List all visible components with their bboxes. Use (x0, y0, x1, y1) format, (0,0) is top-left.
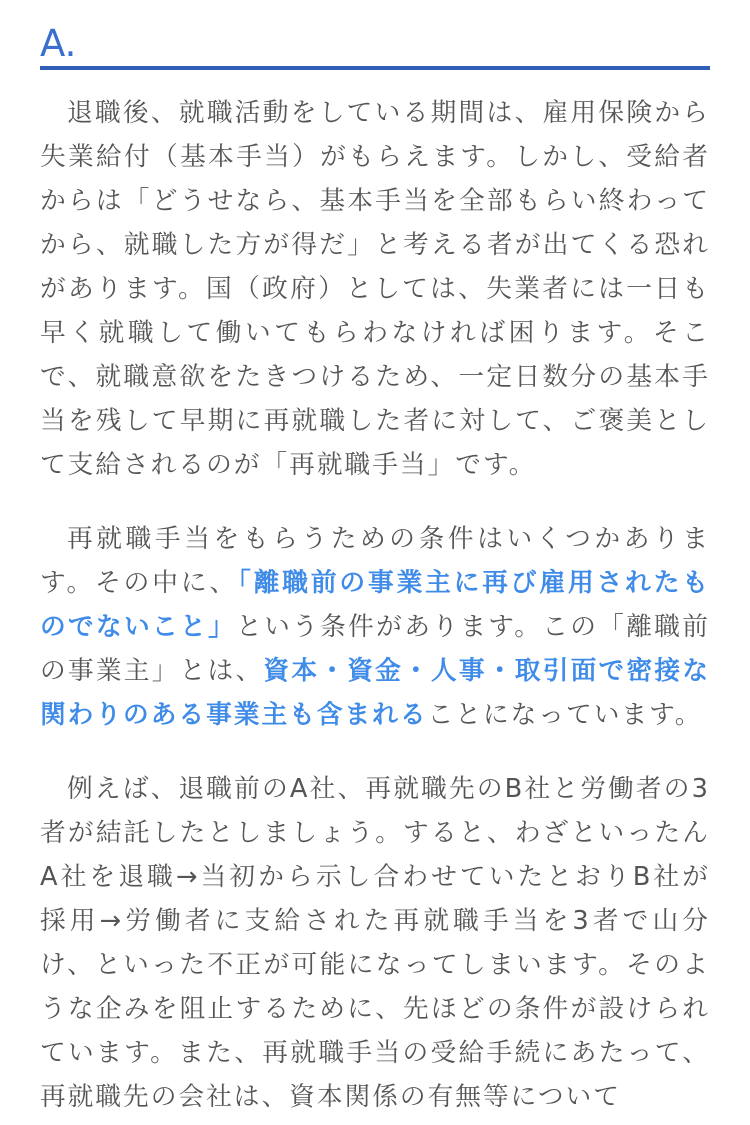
highlight-related-employer: 資本・資金・人事・取引面で密接な関わりのある事業主も含まれる (40, 656, 711, 730)
paragraph-1: 退職後、就職活動をしている期間は、雇用保険から失業給付（基本手当）がもらえます。しかし、受給者からは「どうせなら、基本手当を全部もらい終わってから、就職した方が得だ」と考える者が出てくる恐れがあります。国（政府）としては、失業者には一日も早く就職して働いてもらわなければ困ります。そこで、就職意欲をたきつけるため、一定日数分の基本手当を残して早期に再就職した者に対して、ご褒美として支給されるのが「再就職手当」です。 (40, 98, 710, 480)
highlight-condition: 「離職前の事業主に再び雇用されたものでないこと」 (40, 568, 710, 642)
paragraph-2 (40, 517, 710, 737)
answer-body (40, 91, 710, 1125)
paragraph-3: 例えば、退職前のA社、再就職先のB社と労働者の3者が結託したとしましょう。すると、わざといったんA社を退職→当初から示し合わせていたとおりB社が採用→労働者に支給された再就職手当を3者で山分け、といった不正が可能になってしまいます。そのような企みを阻止するために、先ほどの条件が設けられています。また、再就職手当の受給手続にあたって、再就職先の会社は、資本関係の有無等について (40, 774, 710, 1112)
paragraph-2-text-2: という条件があります。この「離職前の事業主」とは、 (40, 612, 710, 686)
answer-heading (40, 18, 710, 70)
paragraph-2-text-3: ことになっています。 (427, 700, 703, 730)
paragraph-2-text-1: 再就職手当をもらうための条件はいくつかあります。その中に、 (40, 524, 710, 598)
answer-heading-label: A. (40, 22, 77, 65)
